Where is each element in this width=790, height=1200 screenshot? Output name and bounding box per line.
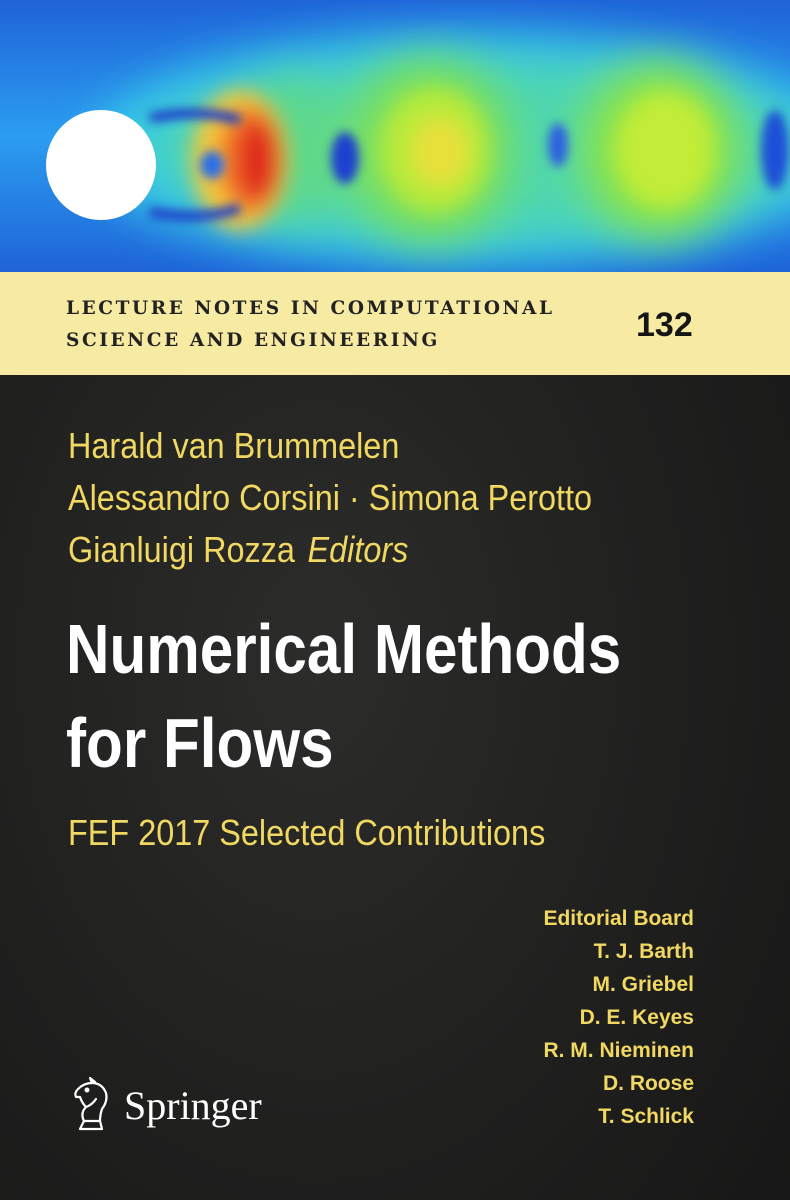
editor-name: Simona Perotto bbox=[368, 477, 593, 518]
editorial-board bbox=[543, 902, 694, 1133]
book-title bbox=[66, 602, 621, 790]
board-member: T. J. Barth bbox=[593, 940, 694, 963]
board-member: D. Roose bbox=[602, 1072, 694, 1095]
editor-name: Harald van Brummelen bbox=[68, 425, 400, 466]
editor-line-3 bbox=[68, 524, 592, 576]
editor-name: Alessandro Corsini bbox=[68, 477, 340, 518]
board-member: D. E. Keyes bbox=[579, 1006, 694, 1029]
series-band bbox=[0, 272, 790, 375]
editorial-board-heading: Editorial Board bbox=[543, 907, 694, 930]
publisher-logo bbox=[66, 1070, 262, 1140]
book-title-line-1: Numerical Methods bbox=[66, 610, 622, 688]
editor-line-2 bbox=[68, 472, 592, 524]
editor-name: Gianluigi Rozza bbox=[68, 529, 295, 570]
book-subtitle: FEF 2017 Selected Contributions bbox=[68, 812, 546, 853]
editor-separator: · bbox=[348, 477, 360, 518]
board-member: M. Griebel bbox=[592, 973, 694, 996]
flow-simulation-artwork bbox=[0, 0, 790, 272]
editors-block bbox=[68, 420, 592, 576]
editors-role-label: Editors bbox=[307, 529, 409, 570]
series-title-line-1: LECTURE NOTES IN COMPUTATIONAL bbox=[66, 298, 555, 319]
board-member: R. M. Nieminen bbox=[543, 1039, 694, 1062]
board-member: T. Schlick bbox=[598, 1105, 694, 1128]
series-title-line-2: SCIENCE AND ENGINEERING bbox=[66, 330, 440, 351]
book-title-line-2: for Flows bbox=[66, 704, 334, 782]
editor-line-1 bbox=[68, 420, 592, 472]
springer-horse-icon bbox=[66, 1075, 116, 1135]
cylinder-shape bbox=[46, 110, 156, 220]
publisher-name: Springer bbox=[124, 1082, 262, 1128]
volume-number: 132 bbox=[636, 306, 693, 344]
